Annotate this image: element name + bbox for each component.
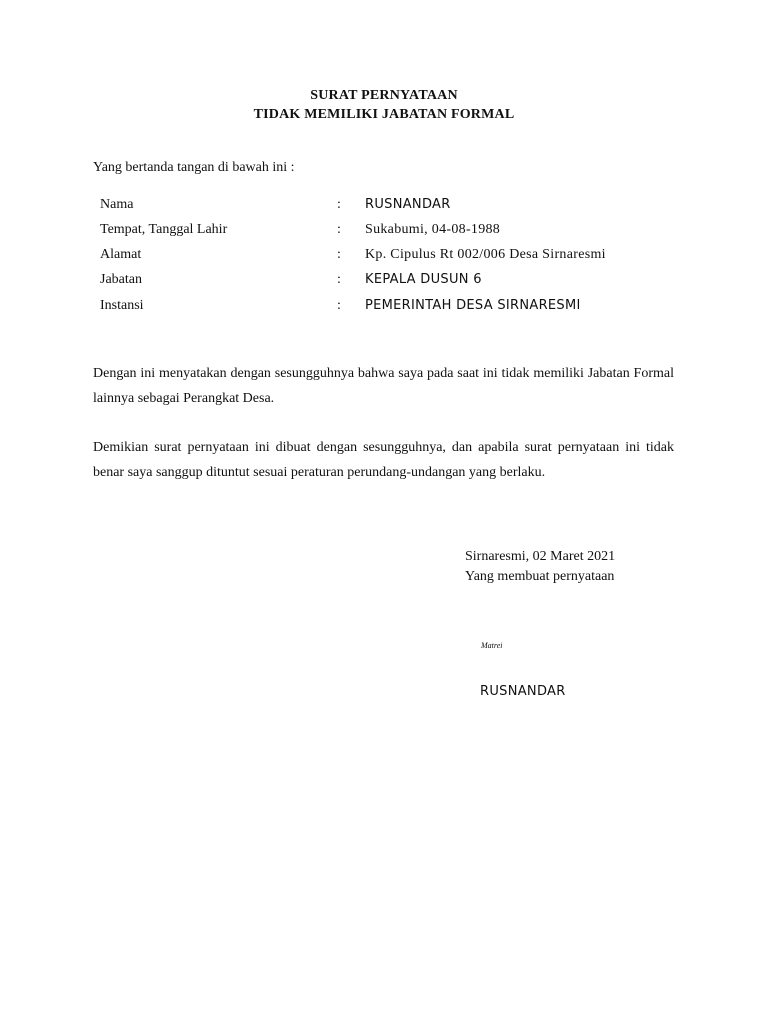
document-title: SURAT PERNYATAAN [310, 88, 458, 103]
field-label: Alamat [100, 247, 142, 262]
statement-paragraph: Dengan ini menyatakan dengan sesungguhnya bahwa saya pada saat ini tidak memiliki Jabatan Formal lainnya sebagai Perangkat Desa. [93, 366, 674, 406]
signature-role: Yang membuat pernyataan [465, 569, 615, 584]
field-row-alamat [100, 247, 700, 267]
field-label: Tempat, Tanggal Lahir [100, 222, 228, 237]
field-value: Sukabumi, 04-08-1988 [365, 222, 501, 237]
field-row-instansi [100, 298, 700, 318]
field-label: Instansi [100, 298, 144, 313]
signature-name: RUSNANDAR [480, 684, 566, 699]
field-row-jabatan [100, 272, 700, 292]
field-value: RUSNANDAR [365, 197, 451, 212]
field-colon: : [337, 298, 341, 313]
field-label: Nama [100, 197, 134, 212]
field-label: Jabatan [100, 272, 142, 287]
signature-place-date: Sirnaresmi, 02 Maret 2021 [465, 549, 616, 564]
field-colon: : [337, 222, 341, 237]
field-value: KEPALA DUSUN 6 [365, 272, 482, 287]
closing-paragraph: Demikian surat pernyataan ini dibuat dengan sesungguhnya, dan apabila surat pernyataan ini tidak benar saya sanggup dituntut sesuai peraturan perundang-undangan yang berlaku. [93, 440, 674, 480]
document-subtitle: TIDAK MEMILIKI JABATAN FORMAL [253, 107, 515, 122]
field-value: PEMERINTAH DESA SIRNARESMI [365, 298, 581, 313]
field-row-nama [100, 197, 700, 217]
field-row-ttl [100, 222, 700, 242]
field-value: Kp. Cipulus Rt 002/006 Desa Sirnaresmi [365, 247, 606, 262]
stamp-label: Matrei [481, 641, 503, 650]
field-colon: : [337, 197, 341, 212]
field-colon: : [337, 247, 341, 262]
field-colon: : [337, 272, 341, 287]
intro-text: Yang bertanda tangan di bawah ini : [93, 160, 295, 175]
